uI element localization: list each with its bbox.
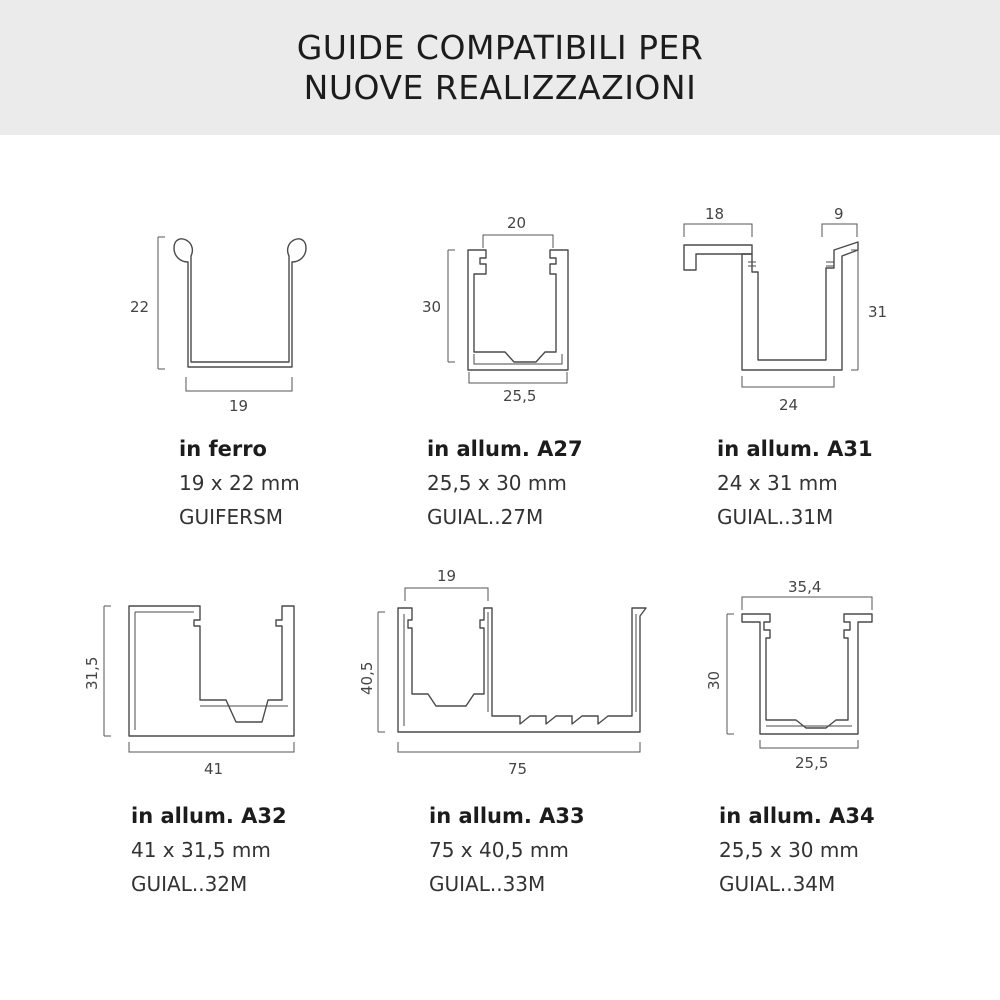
caption-a27 xyxy=(427,432,687,534)
dim-label-a33-height: 40,5 xyxy=(358,661,376,695)
dim-label-ferro-height: 22 xyxy=(130,298,150,316)
profile-a31 xyxy=(684,242,858,370)
caption-title: in allum. A32 xyxy=(131,804,287,828)
caption-size: 19 x 22 mm xyxy=(179,471,300,495)
dim-label-a31-width: 24 xyxy=(779,396,799,414)
dim-label-a34-height: 30 xyxy=(705,670,723,690)
profile-ferro xyxy=(174,239,306,367)
dim-label-a32-height: 31,5 xyxy=(83,656,101,690)
dim-label-a31-height: 31 xyxy=(868,303,888,321)
page-title-line-2: NUOVE REALIZZAZIONI xyxy=(303,67,697,107)
caption-code: GUIAL..31M xyxy=(717,505,834,529)
dim-label-a32-width: 41 xyxy=(204,760,224,778)
page-title-line-1: GUIDE COMPATIBILI PER xyxy=(296,27,704,67)
dimension-a31 xyxy=(684,205,887,414)
dim-label-a27-height: 30 xyxy=(422,298,442,316)
caption-title: in allum. A31 xyxy=(717,437,873,461)
caption-ferro xyxy=(179,432,439,534)
dim-label-a34-top: 35,4 xyxy=(788,578,822,596)
dimension-a33 xyxy=(358,567,640,778)
dim-label-a33-top: 19 xyxy=(437,567,457,585)
dim-label-ferro-width: 19 xyxy=(229,397,249,415)
caption-size: 41 x 31,5 mm xyxy=(131,838,271,862)
caption-title: in allum. A34 xyxy=(719,804,875,828)
dim-label-a34-width: 25,5 xyxy=(795,754,829,772)
caption-title: in ferro xyxy=(179,437,267,461)
dim-label-a27-width: 25,5 xyxy=(503,387,537,405)
caption-code: GUIAL..27M xyxy=(427,505,544,529)
caption-size: 25,5 x 30 mm xyxy=(719,838,859,862)
dimension-a32 xyxy=(83,606,294,778)
caption-size: 24 x 31 mm xyxy=(717,471,838,495)
caption-size: 25,5 x 30 mm xyxy=(427,471,567,495)
dimension-a27 xyxy=(422,214,567,405)
dimension-a34 xyxy=(705,578,872,772)
caption-code: GUIAL..33M xyxy=(429,872,546,896)
caption-size: 75 x 40,5 mm xyxy=(429,838,569,862)
profile-a34 xyxy=(742,614,872,734)
caption-a34 xyxy=(719,799,979,901)
dim-label-a33-width: 75 xyxy=(508,760,528,778)
profile-a27 xyxy=(468,250,568,370)
dim-label-a27-top: 20 xyxy=(507,214,527,232)
profile-a32 xyxy=(129,606,294,736)
caption-a31 xyxy=(717,432,977,534)
profile-a33 xyxy=(398,608,646,732)
caption-code: GUIAL..34M xyxy=(719,872,836,896)
caption-title: in allum. A27 xyxy=(427,437,583,461)
caption-a33 xyxy=(429,799,689,901)
caption-a32 xyxy=(131,799,391,901)
dim-label-a31-flange-left: 18 xyxy=(705,205,725,223)
caption-code: GUIFERSM xyxy=(179,505,284,529)
caption-title: in allum. A33 xyxy=(429,804,585,828)
dim-label-a31-flange-right: 9 xyxy=(834,205,844,223)
dimension-ferro xyxy=(130,237,292,415)
caption-code: GUIAL..32M xyxy=(131,872,248,896)
